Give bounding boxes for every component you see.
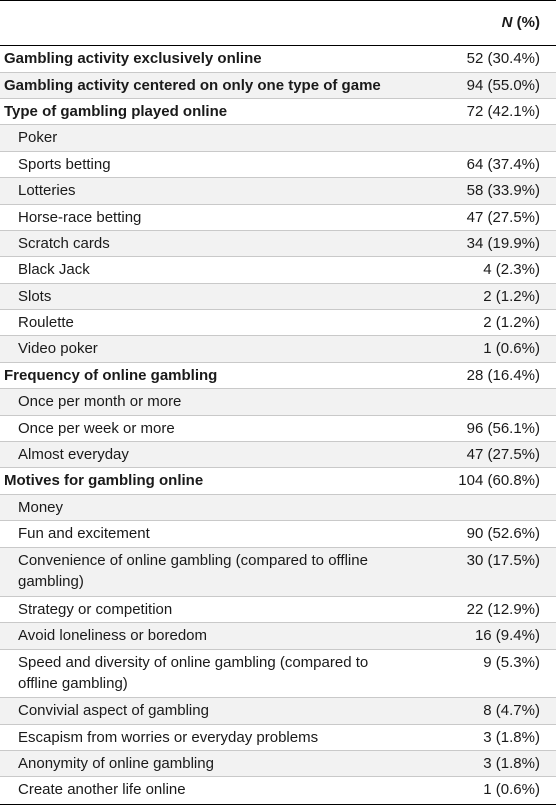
row-value: 22 (12.9%) [466,601,540,618]
row-label: Slots [18,288,52,305]
row-label: Once per month or more [18,393,182,410]
row-label: Create another life online [18,781,186,798]
row-value: 72 (42.1%) [466,103,540,120]
table-row [0,99,556,125]
table-header [0,0,556,46]
row-label: Convenience of online gambling (compared to offline gambling) [18,552,368,590]
row-value: 1 (0.6%) [483,781,540,798]
table-row [0,389,556,416]
table-row [0,257,556,284]
column-header-n-percent [502,14,540,31]
row-value: 34 (19.9%) [466,235,540,252]
table-row [0,416,556,442]
table-row [0,178,556,205]
table-row [0,698,556,725]
row-label: Poker [18,129,58,146]
row-value: 94 (55.0%) [466,77,540,94]
row-value: 64 (37.4%) [466,156,540,173]
row-label: Anonymity of online gambling [18,755,214,772]
row-value: 4 (2.3%) [483,261,540,278]
row-label: Strategy or competition [18,601,173,618]
row-value: 90 (52.6%) [466,525,540,542]
row-value: 52 (30.4%) [466,50,540,67]
table-row [0,521,556,548]
row-label: Almost everyday [18,446,129,463]
table-row [0,495,556,521]
percent-label: (%) [516,14,540,31]
row-label: Video poker [18,340,98,357]
row-label: Frequency of online gambling [4,367,218,384]
row-value: 58 (33.9%) [466,182,540,199]
table-row [0,336,556,363]
row-value: 8 (4.7%) [483,702,540,719]
row-label: Speed and diversity of online gambling (compared to offline gambling) [18,654,369,692]
table-row [0,310,556,336]
table-row [0,442,556,468]
row-value: 30 (17.5%) [466,552,540,569]
table-row [0,152,556,178]
row-value: 2 (1.2%) [483,314,540,331]
table-row [0,597,556,623]
row-label: Gambling activity exclusively online [4,50,262,67]
n-label: N [501,14,513,31]
table-row [0,777,556,805]
row-value: 9 (5.3%) [483,654,540,671]
row-value: 2 (1.2%) [483,288,540,305]
table-row [0,125,556,152]
table-row [0,725,556,751]
row-label: Sports betting [18,156,111,173]
row-value: 96 (56.1%) [466,420,540,437]
row-label: Once per week or more [18,420,175,437]
row-label: Black Jack [18,261,90,278]
table-row [0,623,556,650]
table-row [0,284,556,310]
row-label: Avoid loneliness or boredom [18,627,208,644]
row-value: 16 (9.4%) [474,627,540,644]
row-value: 3 (1.8%) [483,729,540,746]
row-value: 104 (60.8%) [458,472,540,489]
table-row [0,231,556,257]
table-row [0,73,556,99]
row-value: 47 (27.5%) [466,446,540,463]
row-value: 28 (16.4%) [466,367,540,384]
row-label: Gambling activity centered on only one type of game [4,77,381,94]
table-row [0,650,556,698]
row-label: Fun and excitement [18,525,150,542]
row-value: 1 (0.6%) [483,340,540,357]
table-row [0,363,556,389]
row-label: Scratch cards [18,235,110,252]
row-label: Money [18,499,64,516]
row-label: Roulette [18,314,74,331]
table-row [0,548,556,597]
row-value: 47 (27.5%) [466,209,540,226]
table-row [0,46,556,73]
row-label: Lotteries [18,182,76,199]
row-label: Type of gambling played online [4,103,228,120]
row-label: Motives for gambling online [4,472,204,489]
table-row [0,468,556,495]
row-label: Horse-race betting [18,209,142,226]
row-label: Escapism from worries or everyday problems [18,729,319,746]
table-row [0,751,556,777]
row-value: 3 (1.8%) [483,755,540,772]
row-label: Convivial aspect of gambling [18,702,209,719]
table-row [0,205,556,231]
